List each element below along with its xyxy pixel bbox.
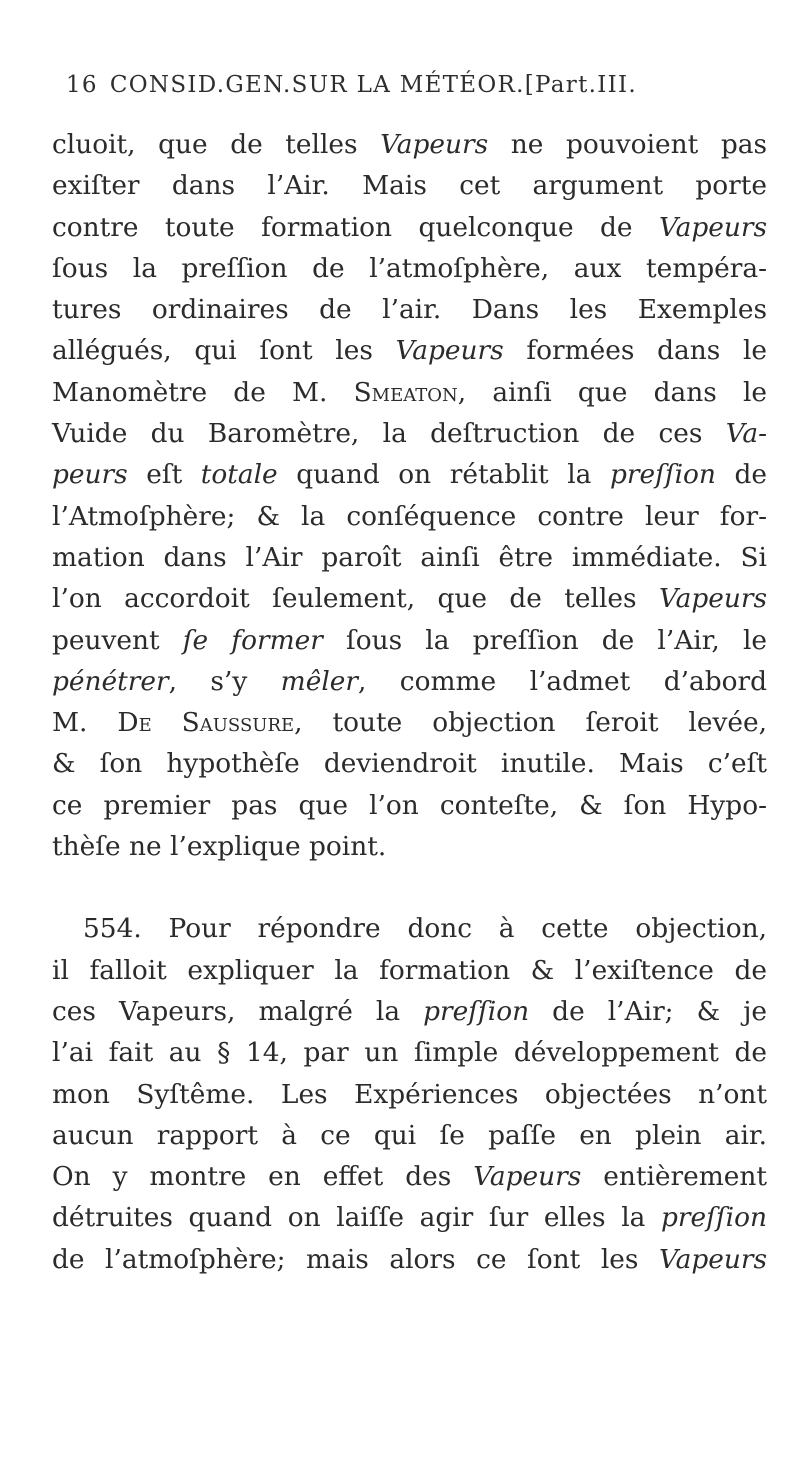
italic-text: peurs [52, 459, 128, 491]
text-line [52, 413, 767, 454]
italic-text: totale [200, 459, 278, 491]
text-run: entièrement [581, 1161, 767, 1193]
small-caps-name: De Saussure [117, 707, 295, 739]
text-run: ces Vapeurs, malgré la [52, 995, 424, 1027]
text-run: l’ai fait au § 14, par un ſimple développement de [52, 1037, 767, 1069]
text-run: quand on rétablit la [277, 459, 610, 491]
text-line [52, 124, 767, 165]
text-line [52, 330, 767, 371]
text-line [52, 661, 767, 702]
italic-text: Vapeurs [380, 129, 489, 160]
text-line [52, 248, 767, 289]
paragraph [52, 124, 767, 867]
text-run: aucun rapport à ce qui ſe paſſe en plein air. [52, 1119, 767, 1151]
text-run: tures ordinaires de l’air. Dans les Exemples [52, 294, 767, 326]
text-run: de [715, 459, 767, 491]
paragraph-gap [52, 867, 767, 908]
text-run: contre toute formation quelconque de [52, 211, 659, 243]
small-caps-name: Smeaton [353, 376, 458, 408]
text-line [52, 165, 767, 206]
text-line [52, 372, 767, 413]
running-header [66, 72, 766, 98]
text-line [52, 743, 767, 784]
page-number: 16 [66, 72, 98, 98]
italic-text: Vapeurs [658, 1243, 767, 1275]
text-run: , toute objection ſeroit levée, [294, 707, 767, 739]
text-line [52, 289, 767, 330]
text-line [52, 1032, 767, 1073]
text-line [52, 1197, 767, 1238]
text-line [52, 950, 767, 991]
text-run: allégués, qui ſont les [52, 335, 396, 367]
text-run: ce premier pas que l’on conteſte, & ſon Hypo- [52, 789, 767, 821]
text-line [52, 454, 767, 495]
text-line [52, 207, 767, 248]
text-run: de l’atmoſphère; mais alors ce ſont les [52, 1243, 659, 1275]
italic-text: Vapeurs [395, 335, 504, 367]
text-line [52, 908, 767, 949]
text-run: de l’Air; & je [529, 995, 767, 1027]
italic-text: Vapeurs [658, 583, 767, 615]
italic-text: preſſion [661, 1202, 767, 1234]
text-run: mon Syſtême. Les Expériences objectées n’ont [52, 1078, 767, 1110]
italic-text: pénétrer [52, 665, 169, 697]
text-line [52, 1074, 767, 1115]
text-run: peuvent [52, 624, 183, 656]
text-run: thèſe ne l’explique point. [52, 831, 387, 863]
text-run: cluoit, que de telles [52, 129, 381, 160]
text-run: , ainſi que dans le [457, 376, 767, 408]
text-run: M. [52, 707, 118, 739]
text-run: l’on accordoit ſeulement, que de telles [52, 583, 659, 615]
text-run: exiſter dans l’Air. Mais cet argument porte [52, 170, 767, 202]
text-run: ſous la preſſion de l’Air, le [322, 624, 768, 656]
text-run: , comme l’admet d’abord [358, 665, 767, 697]
text-line [52, 785, 767, 826]
italic-text: preſſion [423, 995, 530, 1027]
text-line [52, 620, 767, 661]
running-title: CONSID.GEN.SUR LA MÉTÉOR.[Part.III. [109, 72, 638, 98]
italic-text: Va- [725, 418, 767, 450]
italic-text: ſe former [182, 624, 323, 656]
italic-text: Vapeurs [473, 1161, 582, 1193]
text-line [52, 1156, 767, 1197]
text-run: Vuide du Baromètre, la deſtruction de ces [52, 418, 726, 450]
text-run: & ſon hypothèſe deviendroit inutile. Mais c’eſt [52, 748, 767, 780]
text-run: eſt [127, 459, 201, 491]
italic-text: preſſion [609, 459, 716, 491]
text-line [52, 1239, 767, 1280]
text-line [52, 1115, 767, 1156]
text-line [52, 578, 767, 619]
text-run: , s’y [168, 665, 281, 697]
text-run: ne pouvoient pas [488, 129, 767, 160]
text-run: mation dans l’Air paroît ainſi être immédiate. Si [52, 541, 767, 573]
text-run: il falloit expliquer la formation & l’exiſtence de [52, 954, 767, 986]
text-run: Manomètre de M. [52, 376, 354, 408]
italic-text: mêler [280, 665, 358, 697]
text-line [52, 537, 767, 578]
text-line [52, 702, 767, 743]
italic-text: Vapeurs [658, 211, 767, 243]
text-run: formées dans le [503, 335, 768, 367]
text-line [52, 991, 767, 1032]
text-line [52, 826, 767, 867]
text-run: 554. Pour répondre donc à cette objection, [83, 913, 767, 945]
text-run: ſous la preſſion de l’atmoſphère, aux tempéra- [52, 252, 767, 284]
text-run: l’Atmoſphère; & la conſéquence contre leur for- [52, 500, 767, 532]
text-run: détruites quand on laiſſe agir ſur elles la [52, 1202, 661, 1234]
page-body [52, 124, 767, 1280]
paragraph [52, 908, 767, 1280]
text-line [52, 496, 767, 537]
text-run: On y montre en effet des [52, 1161, 474, 1193]
